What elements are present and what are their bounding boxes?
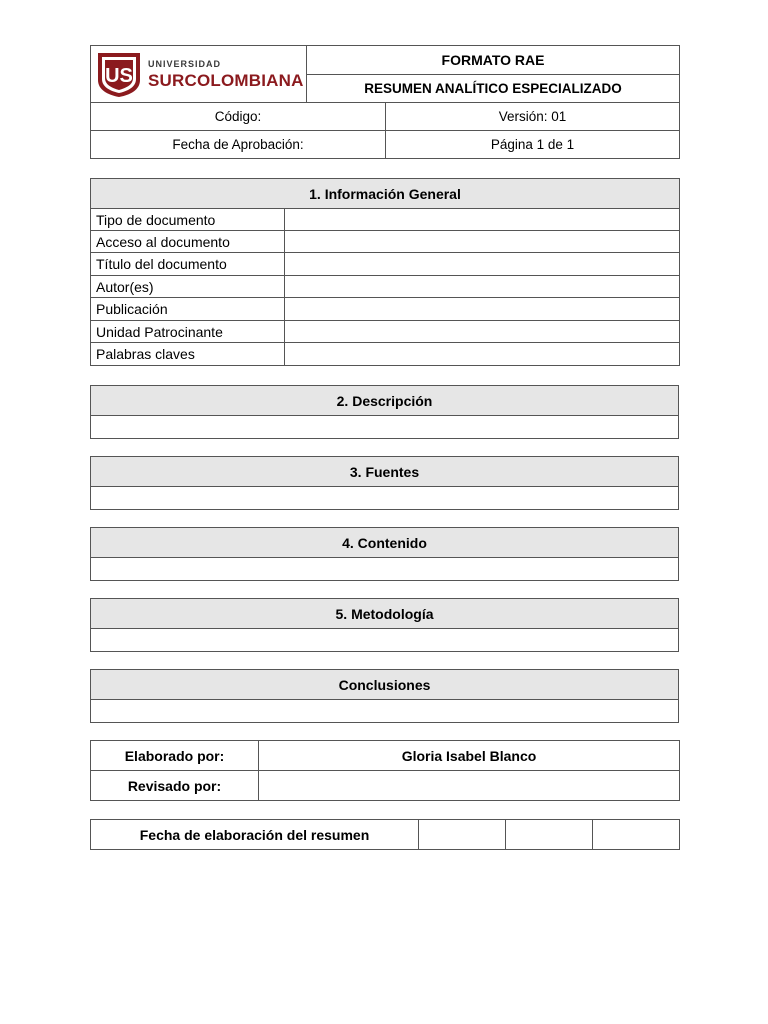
conclusiones-heading: Conclusiones xyxy=(91,670,679,700)
conclusiones-table xyxy=(90,669,679,723)
row-label-autores: Autor(es) xyxy=(91,276,285,298)
descripcion-table xyxy=(90,385,679,439)
elaborado-value[interactable]: Gloria Isabel Blanco xyxy=(259,741,680,771)
row-label-unidad: Unidad Patrocinante xyxy=(91,321,285,343)
revisado-value[interactable] xyxy=(259,771,680,801)
format-title: FORMATO RAE xyxy=(307,46,680,75)
conclusiones-field[interactable] xyxy=(91,700,679,723)
row-value-publicacion[interactable] xyxy=(285,298,680,321)
logo-letters: US xyxy=(105,65,133,87)
general-info-heading: 1. Información General xyxy=(91,179,680,209)
fuentes-table xyxy=(90,456,679,510)
row-value-palabras[interactable] xyxy=(285,343,680,366)
university-name: SURCOLOMBIANA xyxy=(148,70,304,90)
header-table xyxy=(90,45,680,159)
university-logo xyxy=(91,46,306,102)
date-table xyxy=(90,819,680,850)
format-subtitle: RESUMEN ANALÍTICO ESPECIALIZADO xyxy=(307,75,680,103)
row-label-titulo: Título del documento xyxy=(91,253,285,276)
logo-cell xyxy=(91,46,307,103)
general-info-table xyxy=(90,178,680,366)
metodologia-table xyxy=(90,598,679,652)
row-value-unidad[interactable] xyxy=(285,321,680,343)
row-value-autores[interactable] xyxy=(285,276,680,298)
metodologia-heading: 5. Metodología xyxy=(91,599,679,629)
metodologia-field[interactable] xyxy=(91,629,679,652)
descripcion-heading: 2. Descripción xyxy=(91,386,679,416)
date-day-field[interactable] xyxy=(419,820,506,850)
row-value-tipo[interactable] xyxy=(285,209,680,231)
date-label: Fecha de elaboración del resumen xyxy=(91,820,419,850)
contenido-field[interactable] xyxy=(91,558,679,581)
row-label-publicacion: Publicación xyxy=(91,298,285,321)
row-value-acceso[interactable] xyxy=(285,231,680,253)
signatures-table xyxy=(90,740,680,801)
row-label-palabras: Palabras claves xyxy=(91,343,285,366)
row-label-acceso: Acceso al documento xyxy=(91,231,285,253)
fuentes-field[interactable] xyxy=(91,487,679,510)
row-label-tipo: Tipo de documento xyxy=(91,209,285,231)
revisado-label: Revisado por: xyxy=(91,771,259,801)
code-label: Código: xyxy=(91,103,386,131)
date-month-field[interactable] xyxy=(506,820,593,850)
elaborado-label: Elaborado por: xyxy=(91,741,259,771)
date-year-field[interactable] xyxy=(593,820,680,850)
university-small-label: UNIVERSIDAD xyxy=(148,58,222,69)
contenido-table xyxy=(90,527,679,581)
version-label: Versión: 01 xyxy=(386,103,680,131)
approval-date-label: Fecha de Aprobación: xyxy=(91,131,386,159)
shield-icon xyxy=(96,50,142,98)
page-label: Página 1 de 1 xyxy=(386,131,680,159)
row-value-titulo[interactable] xyxy=(285,253,680,276)
contenido-heading: 4. Contenido xyxy=(91,528,679,558)
descripcion-field[interactable] xyxy=(91,416,679,439)
fuentes-heading: 3. Fuentes xyxy=(91,457,679,487)
